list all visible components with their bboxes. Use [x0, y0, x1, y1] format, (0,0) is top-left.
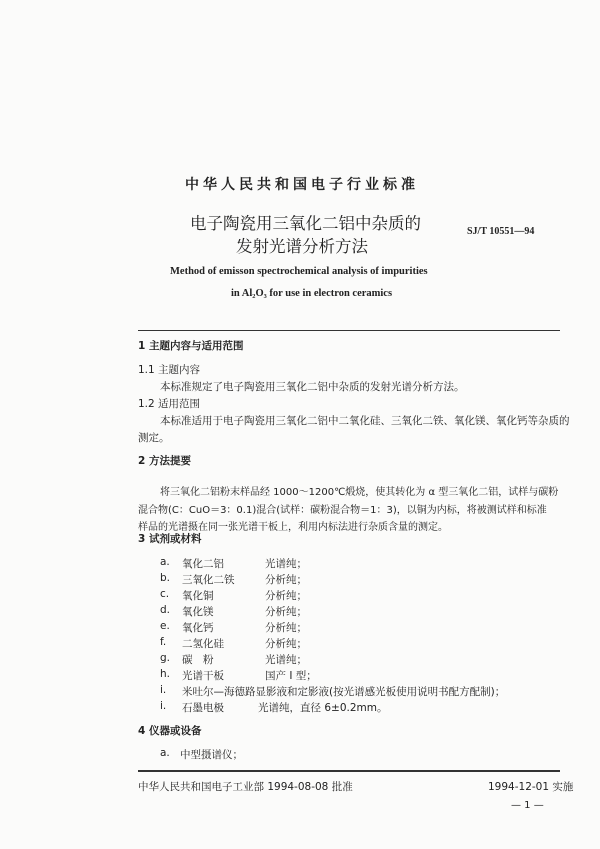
section-1-heading: 1 主题内容与适用范围 — [138, 340, 244, 352]
page-number: — 1 — — [511, 800, 544, 811]
list-item-letter: e. — [160, 620, 170, 632]
list-item-letter: a. — [160, 556, 170, 568]
section-1-2-text-cont: 测定。 — [138, 432, 170, 444]
section-3-heading: 3 试剂或材料 — [138, 533, 202, 545]
section-1-2-text: 本标准适用于电子陶瓷用三氧化二铝中二氧化硅、三氧化二铁、氧化镁、氧化钙等杂质的 — [160, 415, 570, 427]
list-item-name: 碳 粉 — [182, 654, 214, 666]
list-item-letter: c. — [160, 588, 170, 600]
list-item-name: 氧化铜 — [182, 590, 214, 602]
section-2-heading: 2 方法提要 — [138, 455, 191, 467]
list-item-name: 氧化镁 — [182, 606, 214, 618]
standard-code: SJ/T 10551—94 — [467, 226, 535, 237]
approval-text: 中华人民共和国电子工业部 1994-08-08 批准 — [138, 781, 353, 793]
list-item-letter: g. — [160, 652, 171, 664]
section-2-line: 样品的光谱摄在同一张光谱干板上，利用内标法进行杂质含量的测定。 — [138, 522, 448, 533]
list-item-name: 中型摄谱仪； — [180, 749, 243, 761]
list-item-name: 石墨电极 — [182, 702, 224, 714]
list-item-spec: 国产 I 型； — [265, 670, 317, 682]
list-item-spec: 分析纯； — [265, 622, 307, 634]
list-item-spec: 分析纯； — [265, 590, 307, 602]
list-item-letter: d. — [160, 604, 171, 616]
title-line2: 发射光谱分析方法 — [236, 237, 368, 256]
list-item-name: 氧化二铝 — [182, 558, 224, 570]
section-1-1-text: 本标准规定了电子陶瓷用三氧化二铝中杂质的发射光谱分析方法。 — [160, 381, 465, 393]
section-1-2-heading: 1.2 适用范围 — [138, 398, 201, 410]
list-item-letter: i. — [160, 684, 167, 696]
list-item-name: 二氢化硅 — [182, 638, 224, 650]
section-2-line: 将三氧化二铝粉末样品经 1000～1200℃煅烧，使其转化为 α 型三氧化二铝，试样与碳粉 — [160, 487, 559, 498]
list-item-spec: 光谱纯； — [265, 654, 307, 666]
list-item-spec: 分析纯； — [265, 606, 307, 618]
list-item-spec: 分析纯； — [265, 574, 307, 586]
list-item-name: 三氧化二铁 — [182, 574, 235, 586]
list-item-spec: 分析纯； — [265, 638, 307, 650]
list-item-letter: b. — [160, 572, 171, 584]
effective-date: 1994-12-01 实施 — [488, 781, 574, 793]
list-item-name: 米吐尔—海德路显影液和定影液(按光谱感光板使用说明书配方配制)； — [182, 686, 506, 698]
list-item-name: 氧化钙 — [182, 622, 214, 634]
org-standard: 中华人民共和国电子行业标准 — [185, 177, 419, 193]
list-item-spec: 光谱纯； — [265, 558, 307, 570]
english-title-line1: Method of emisson spectrochemical analysis of impurities — [170, 266, 428, 277]
section-4-heading: 4 仪器或设备 — [138, 725, 202, 737]
title-line1: 电子陶瓷用三氧化二铝中杂质的 — [190, 214, 421, 233]
section-1-1-heading: 1.1 主题内容 — [138, 364, 201, 376]
list-item-name: 光谱干板 — [182, 670, 224, 682]
section-2-line: 混合物(C：CuO＝3：0.1)混合(试样：碳粉混合物＝1：3)，以铜为内标，将被测试样和标准 — [138, 505, 547, 516]
header-rule — [138, 330, 560, 331]
list-item-letter: h. — [160, 668, 170, 680]
list-item-letter: f. — [160, 636, 167, 648]
english-title-line2: in Al₂O₃ for use in electron ceramics — [231, 288, 393, 299]
list-item-letter: a. — [160, 747, 170, 759]
list-item-spec: 光谱纯，直径 6±0.2mm。 — [258, 702, 388, 714]
footer-rule — [138, 770, 560, 772]
list-item-letter: i. — [160, 700, 167, 712]
